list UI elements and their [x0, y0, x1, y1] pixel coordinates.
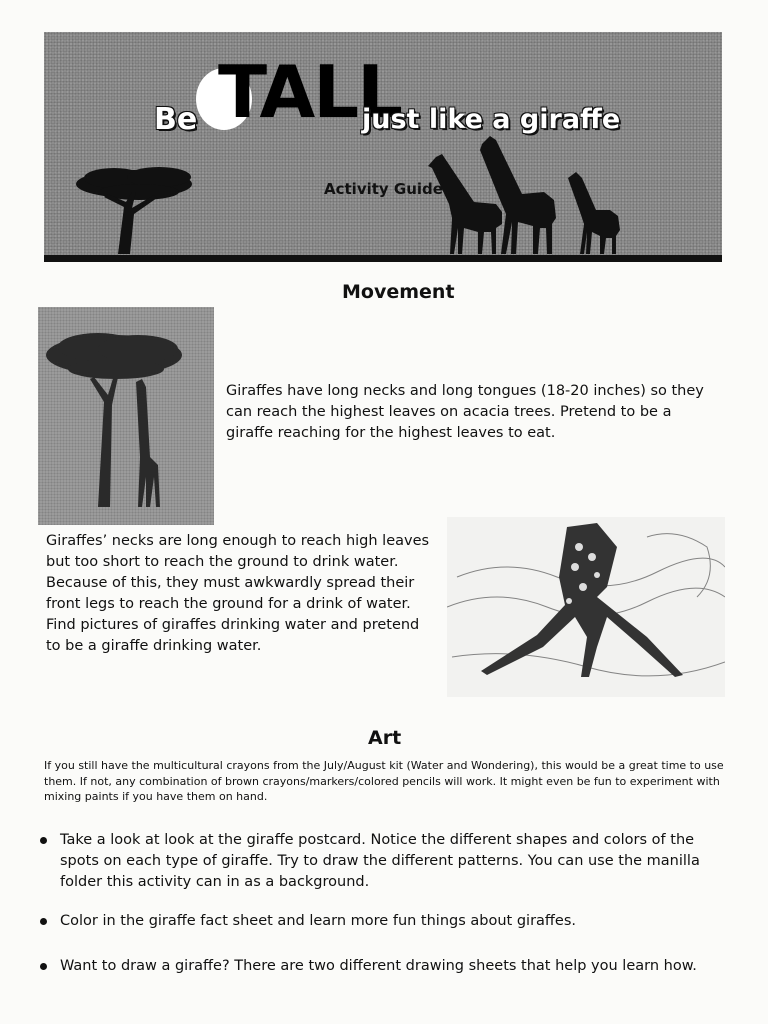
- list-item: [38, 830, 728, 893]
- ground-line: [44, 255, 722, 262]
- list-item: [38, 911, 728, 932]
- art-bullet-list: [38, 830, 728, 977]
- bullet-text: Take a look at look at the giraffe postcard. Notice the different shapes and colors of the spots on each type of giraffe. Try to draw the different patterns. You can use the manilla folder this activity can in as a background.: [60, 832, 700, 890]
- drinking-giraffe-engraving: [447, 517, 725, 697]
- art-heading: Art: [368, 727, 402, 749]
- header-banner: [44, 32, 722, 262]
- list-item: [38, 956, 728, 977]
- bullet-icon: [40, 918, 47, 925]
- title-rest: just like a giraffe: [362, 104, 621, 135]
- drinking-giraffe-graphic: [447, 517, 725, 697]
- bullet-text: Want to draw a giraffe? There are two different drawing sheets that help you learn how.: [60, 958, 697, 974]
- bullet-text: Color in the giraffe fact sheet and learn more fun things about giraffes.: [60, 913, 576, 929]
- movement-paragraph-1: Giraffes have long necks and long tongues (18-20 inches) so they can reach the highest leaves on acacia trees. Pretend to be a giraffe reaching for the highest leaves to eat.: [226, 383, 704, 441]
- title-tall: TALL: [218, 50, 402, 134]
- acacia-tree-silhouette-icon: [76, 167, 192, 254]
- movement-heading: Movement: [342, 281, 455, 303]
- art-intro: If you still have the multicultural crayons from the July/August kit (Water and Wondering), this would be a great time to use them. If not, any combination of brown crayons/markers/colored pencils will work. It might even be fun to experiment with mixing paints if you have them on hand.: [44, 759, 724, 803]
- bullet-icon: [40, 963, 47, 970]
- title-tall-group: [196, 50, 402, 140]
- movement-paragraph-2: Giraffes’ necks are long enough to reach high leaves but too short to reach the ground to drink water. Because of this, they must awkwardly spread their front legs to reach the ground for a drink of water. Find pictures of giraffes drinking water and pretend to be a giraffe drinking water.: [46, 533, 430, 654]
- giraffe-acacia-graphic: [38, 307, 214, 525]
- title-be: Be: [154, 102, 198, 137]
- bullet-icon: [40, 837, 47, 844]
- activity-guide-label: Activity Guide: [324, 180, 443, 198]
- giraffe-photo: [38, 307, 214, 525]
